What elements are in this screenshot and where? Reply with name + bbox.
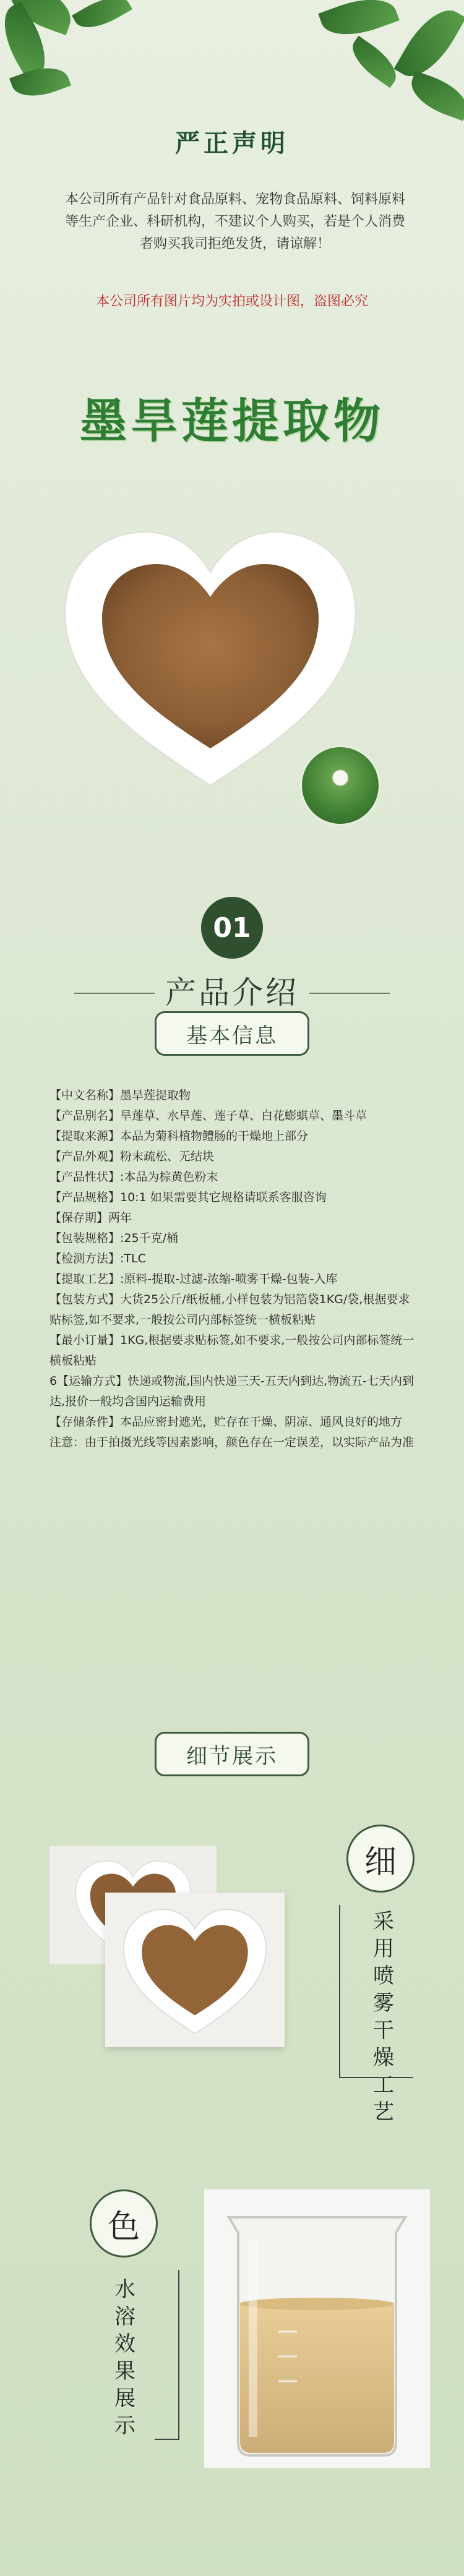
image-copyright-notice: 本公司所有图片均为实拍或设计图，盗图必究: [95, 294, 368, 309]
leaf-decoration-right: [394, 0, 464, 87]
section-title: 产品介绍: [165, 975, 299, 1011]
beaker-image: [204, 2189, 430, 2468]
spray-drying-caption: 采用喷雾干燥工艺: [373, 1909, 394, 2125]
leaf-decoration-right: [405, 71, 464, 121]
herb-flower-image: [300, 745, 380, 826]
info-item: 【包装方式】大货25公斤/纸板桶,小样包装为铝箔袋1KG/袋,根据要求贴标签,如不要求,一般按公司内部标签统一横板粘贴: [49, 1293, 410, 1327]
product-photo-heart-bowl: [59, 526, 362, 792]
caption-bracket: [155, 2270, 179, 2440]
info-item: 【包装规格】:25千克/桶: [49, 1231, 178, 1245]
info-item: 【最小订量】1KG,根据要求贴标签,如不要求,一般按公司内部标签统一横板粘贴: [49, 1333, 415, 1367]
details-badge: 细节展示: [155, 1732, 309, 1776]
section-number: 01: [201, 897, 263, 959]
product-name: 墨旱莲提取物: [80, 393, 384, 448]
info-item: 【提取工艺】:原料-提取-过滤-浓缩-喷雾干燥-包装-入库: [49, 1272, 338, 1286]
basic-info-badge: 基本信息: [155, 1011, 309, 1056]
caption-bracket: [339, 1905, 413, 2078]
detail-char-badge: 细: [346, 1825, 415, 1893]
heart-bowl-image: [59, 526, 362, 792]
divider-line: [309, 993, 390, 994]
info-item: 【提取来源】本品为菊科植物鳢肠的干燥地上部分: [49, 1129, 309, 1143]
beaker-photo: [204, 2189, 430, 2468]
declaration-title: 严正声明: [175, 129, 289, 158]
heart-bowl-image: [121, 1905, 269, 2038]
info-item: 【产品别名】旱莲草、水旱莲、莲子草、白花蟛蜞草、墨斗草: [49, 1109, 367, 1123]
color-char-badge: 色: [90, 2189, 158, 2257]
info-item: 【产品性状】:本品为棕黄色粉末: [49, 1170, 218, 1184]
product-info-list: [49, 1085, 421, 1453]
info-item: 【存储条件】本品应密封遮光，贮存在干燥、阴凉、通风良好的地方: [49, 1415, 403, 1429]
info-item: 【检测方法】:TLC: [49, 1252, 146, 1265]
info-item: 注意：由于拍摄光线等因素影响，颜色存在一定误差，以实际产品为准: [49, 1436, 415, 1449]
solubility-caption: 水溶效果展示: [114, 2277, 135, 2438]
info-item: 【中文名称】墨旱莲提取物: [49, 1089, 191, 1102]
info-item: 【产品外观】粉末疏松、无结块: [49, 1150, 215, 1163]
declaration-body: 本公司所有产品针对食品原料、宠物食品原料、饲料原料等生产企业、科研机构，不建议个人购买，若是个人消费者购买我司拒绝发货，请谅解！: [64, 192, 405, 252]
info-item: 6【运输方式】快递或物流,国内快递三天-五天内到达,物流五-七天内到达,报价一般均含国内运输费用: [49, 1374, 414, 1408]
leaf-decoration-left: [72, 0, 132, 37]
detail-photo-2: [105, 1893, 285, 2047]
leaf-decoration-right: [345, 36, 405, 88]
info-item: 【产品规格】10:1 如果需要其它规格请联系客服咨询: [49, 1191, 327, 1204]
info-item: 【保存期】两年: [49, 1211, 132, 1225]
